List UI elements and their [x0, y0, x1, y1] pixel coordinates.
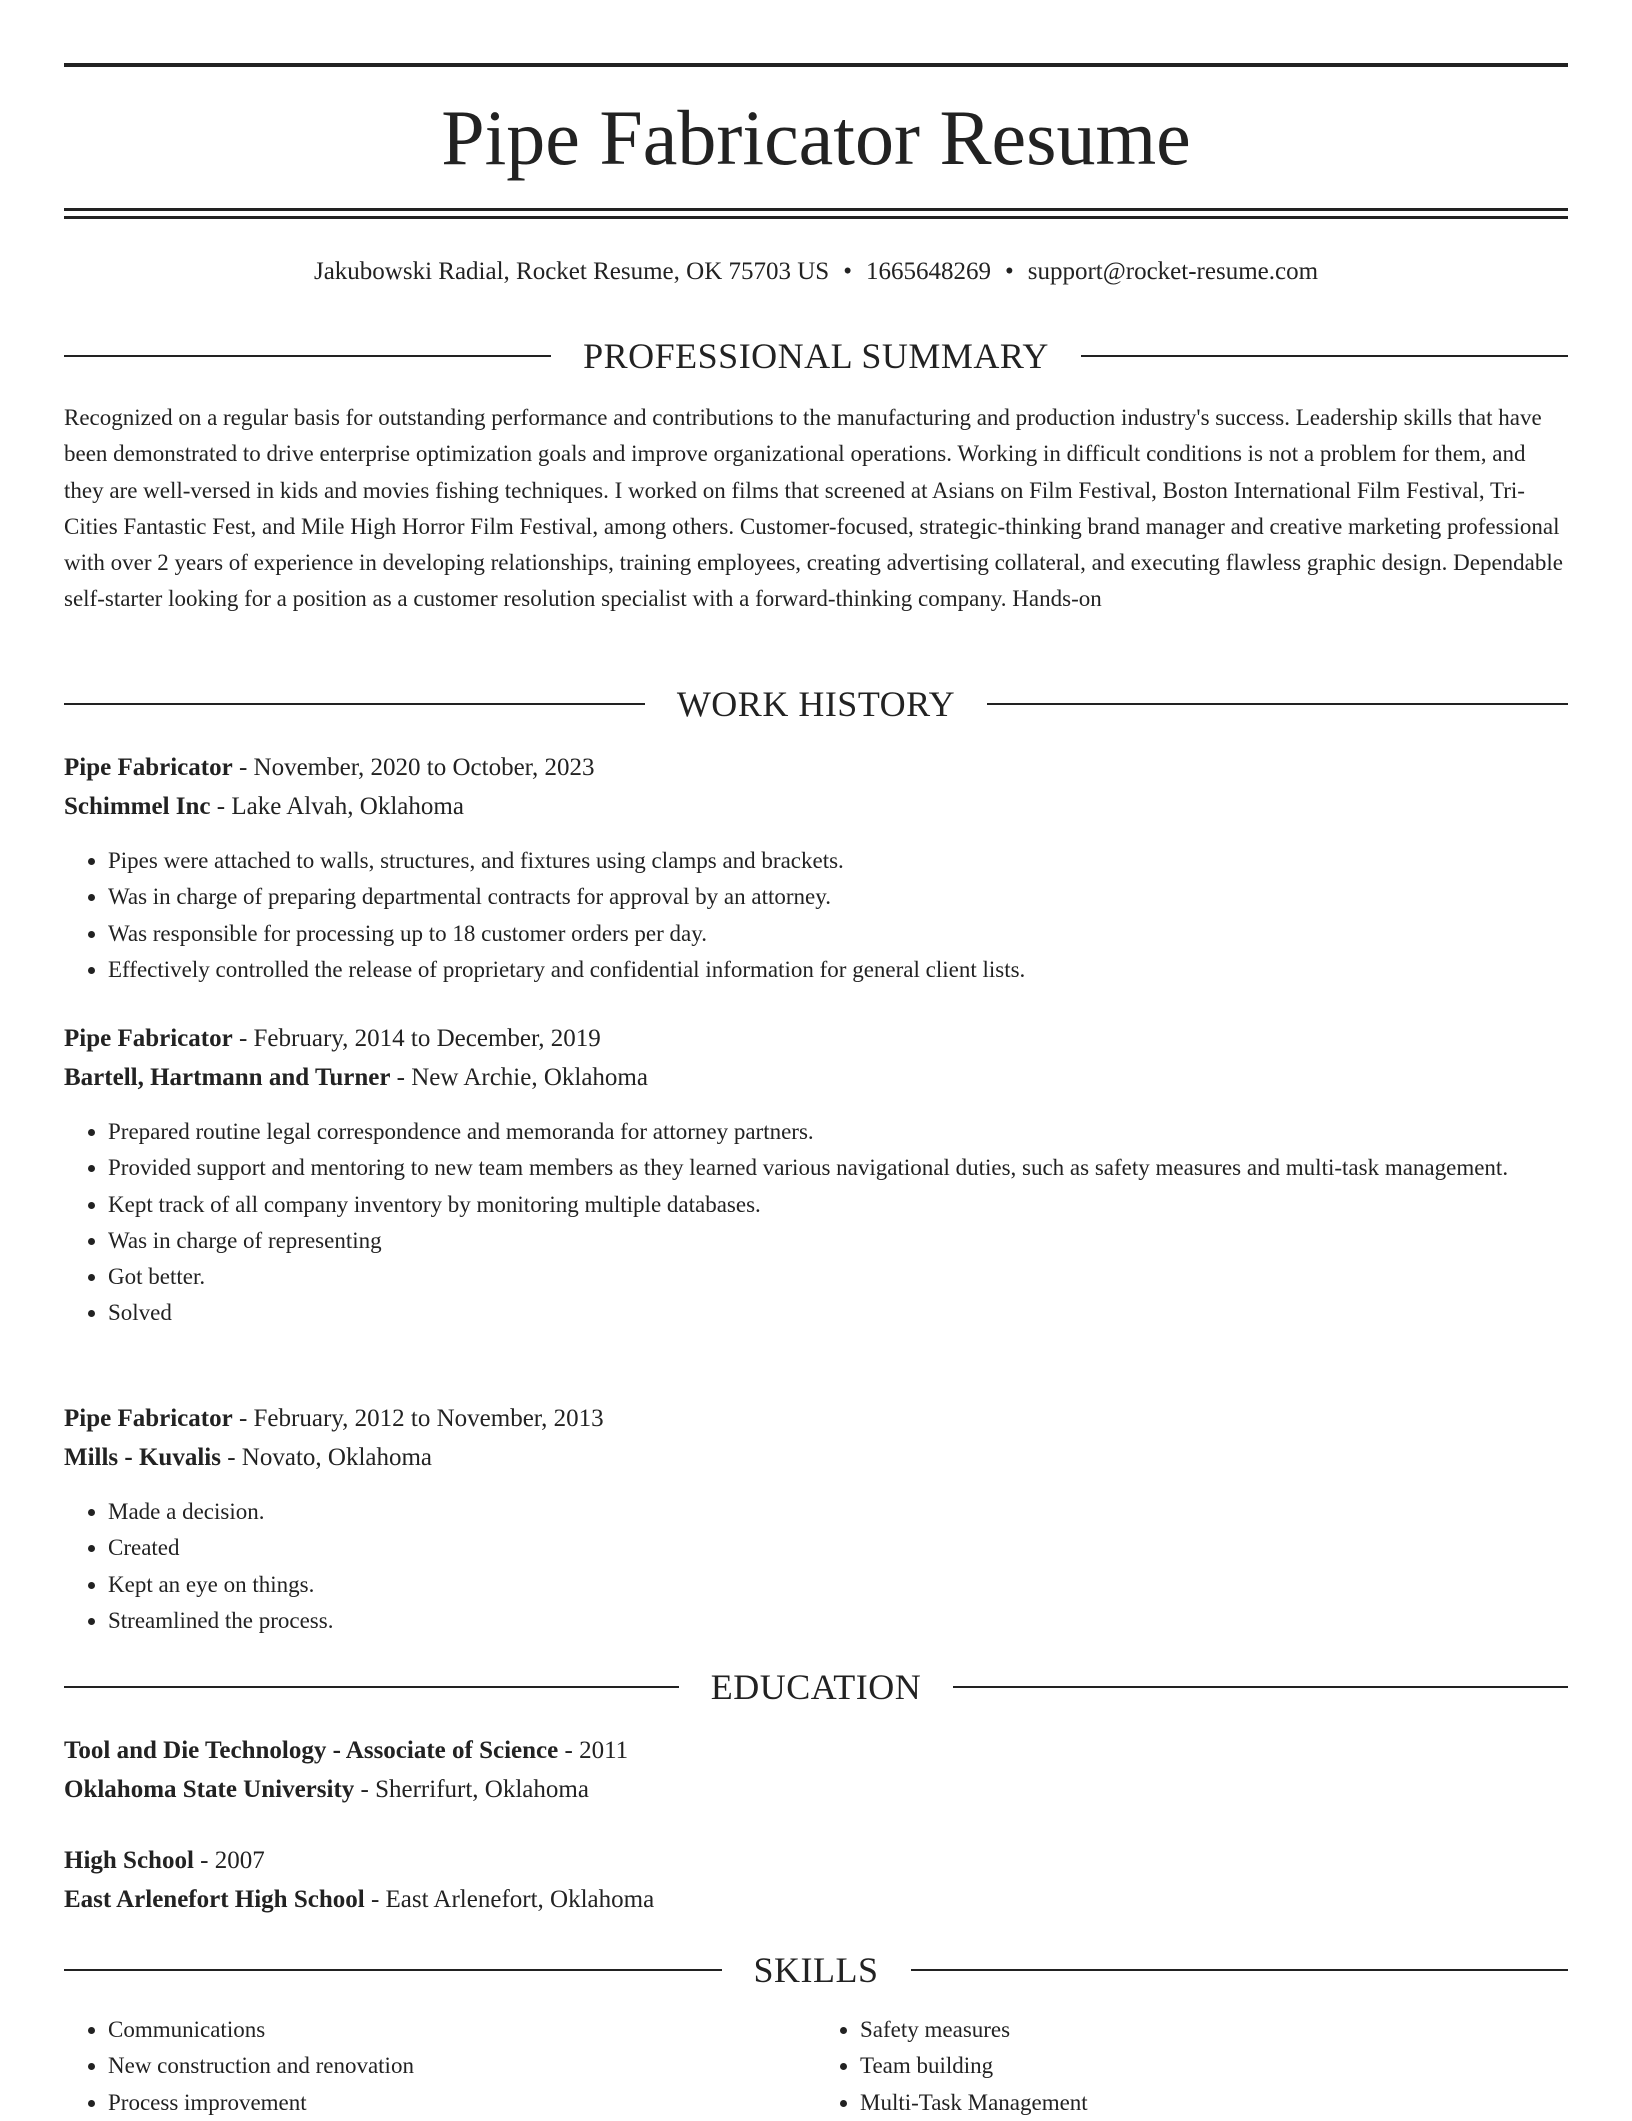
list-item: • Was in charge of preparing departmental contracts for approval by an attorney. [108, 879, 1568, 915]
section-rule [953, 1686, 1568, 1688]
job-location: - Lake Alvah, Oklahoma [210, 793, 464, 820]
list-item: • Kept track of all company inventory by monitoring multiple databases. [108, 1187, 1568, 1223]
contact-separator: • [843, 258, 852, 285]
job-dates: - November, 2020 to October, 2023 [232, 754, 595, 781]
job-title-line [64, 1019, 1568, 1058]
section-title: EDUCATION [710, 1667, 922, 1707]
job-location: - New Archie, Oklahoma [390, 1064, 648, 1091]
skill-item: • Communications [108, 2012, 816, 2048]
section-header-work [64, 679, 1568, 729]
skills-columns [64, 2012, 1568, 2121]
section-rule [64, 1686, 679, 1688]
job-title-line [64, 748, 1568, 787]
list-item: • Got better. [108, 1259, 1568, 1295]
education-year: - 2011 [558, 1737, 629, 1764]
job-entry [64, 1019, 1568, 1332]
skill-item: • Multi-Task Management [860, 2085, 1568, 2121]
title-rule-double [64, 216, 1568, 219]
list-item: • Kept an eye on things. [108, 1567, 1568, 1603]
list-item: • Streamlined the process. [108, 1603, 1568, 1639]
page-title: Pipe Fabricator Resume [441, 94, 1191, 181]
section-rule [64, 703, 645, 705]
job-title-line [64, 1399, 1568, 1438]
list-item: • Provided support and mentoring to new team members as they learned various navigational duties, such as safety measures and multi-task management. [108, 1150, 1568, 1186]
education-degree-line [64, 1841, 1568, 1880]
list-item: • Effectively controlled the release of proprietary and confidential information for general client lists. [108, 952, 1568, 988]
job-title: Pipe Fabricator [64, 1025, 233, 1052]
job-company-line [64, 787, 1568, 826]
skill-item: • Process improvement [108, 2085, 816, 2121]
job-dates: - February, 2014 to December, 2019 [232, 1025, 601, 1052]
section-rule [911, 1969, 1569, 1971]
job-bullets [64, 843, 1568, 988]
top-rule [64, 63, 1568, 67]
contact-line [64, 252, 1568, 292]
education-school-line [64, 1770, 1568, 1809]
list-item: • Was responsible for processing up to 18 customer orders per day. [108, 916, 1568, 952]
contact-phone: 1665648269 [865, 258, 991, 285]
education-school: East Arlenefort High School [64, 1886, 365, 1913]
job-company: Bartell, Hartmann and Turner [64, 1064, 391, 1091]
list-item: • Pipes were attached to walls, structures, and fixtures using clamps and brackets. [108, 843, 1568, 879]
contact-separator: • [1004, 258, 1014, 285]
education-entry [64, 1731, 1568, 1809]
job-dates: - February, 2012 to November, 2013 [232, 1405, 604, 1432]
section-rule [64, 355, 551, 357]
skills-list-left [64, 2012, 816, 2121]
list-item: • Solved [108, 1295, 1568, 1331]
section-rule [987, 703, 1568, 705]
skill-item: • Safety measures [860, 2012, 1568, 2048]
education-entry [64, 1841, 1568, 1919]
education-degree: Tool and Die Technology - Associate of Science [64, 1737, 559, 1764]
job-company-line [64, 1438, 1568, 1477]
list-item: • Prepared routine legal correspondence and memoranda for attorney partners. [108, 1114, 1568, 1150]
job-bullets [64, 1494, 1568, 1639]
section-rule [1081, 355, 1568, 357]
education-year: - 2007 [193, 1847, 265, 1874]
skills-list-right [816, 2012, 1568, 2121]
job-company: Schimmel Inc [64, 793, 211, 820]
job-title: Pipe Fabricator [64, 754, 233, 781]
list-item: • Created [108, 1530, 1568, 1566]
section-rule [64, 1969, 722, 1971]
job-company: Mills - Kuvalis [64, 1444, 221, 1471]
section-title: WORK HISTORY [676, 684, 956, 724]
education-school-line [64, 1880, 1568, 1919]
job-title: Pipe Fabricator [64, 1405, 233, 1432]
section-header-skills [64, 1945, 1568, 1995]
job-entry [64, 748, 1568, 988]
education-school: Oklahoma State University [64, 1776, 355, 1803]
education-location: - Sherrifurt, Oklahoma [354, 1776, 589, 1803]
skill-item: • New construction and renovation [108, 2048, 816, 2084]
title-rule [64, 208, 1568, 211]
skill-item: • Team building [860, 2048, 1568, 2084]
contact-address: Jakubowski Radial, Rocket Resume, OK 75703 US [313, 258, 830, 285]
education-degree-line [64, 1731, 1568, 1770]
contact-email: support@rocket-resume.com [1027, 258, 1319, 285]
list-item: • Was in charge of representing [108, 1223, 1568, 1259]
education-location: - East Arlenefort, Oklahoma [364, 1886, 655, 1913]
job-entry [64, 1399, 1568, 1639]
section-title: PROFESSIONAL SUMMARY [583, 336, 1049, 376]
education-degree: High School [64, 1847, 194, 1874]
section-header-summary [64, 331, 1568, 381]
job-location: - Novato, Oklahoma [220, 1444, 433, 1471]
job-bullets [64, 1114, 1568, 1332]
summary-text: Recognized on a regular basis for outstanding performance and contributions to the manufacturing and production industry's success. Leadership skills that have been demonstrated to drive enterprise optimization goals and improve organizational operations. Working in difficult conditions is not a problem for them, and they are well-versed in kids and movies fishing techniques. I worked on films that screened at Asians on Film Festival, Boston International Film Festival, Tri-Cities Fantastic Fest, and Mile High Horror Film Festival, among others. Customer-focused, strategic-thinking brand manager and creative marketing professional with over 2 years of experience in developing relationships, training employees, creating advertising collateral, and executing flawless graphic design. Dependable self-starter looking for a position as a customer resolution specialist with a forward-thinking company. Hands-on [64, 405, 1563, 612]
section-header-education [64, 1662, 1568, 1712]
job-company-line [64, 1058, 1568, 1097]
list-item: • Made a decision. [108, 1494, 1568, 1530]
section-title: SKILLS [753, 1950, 879, 1990]
